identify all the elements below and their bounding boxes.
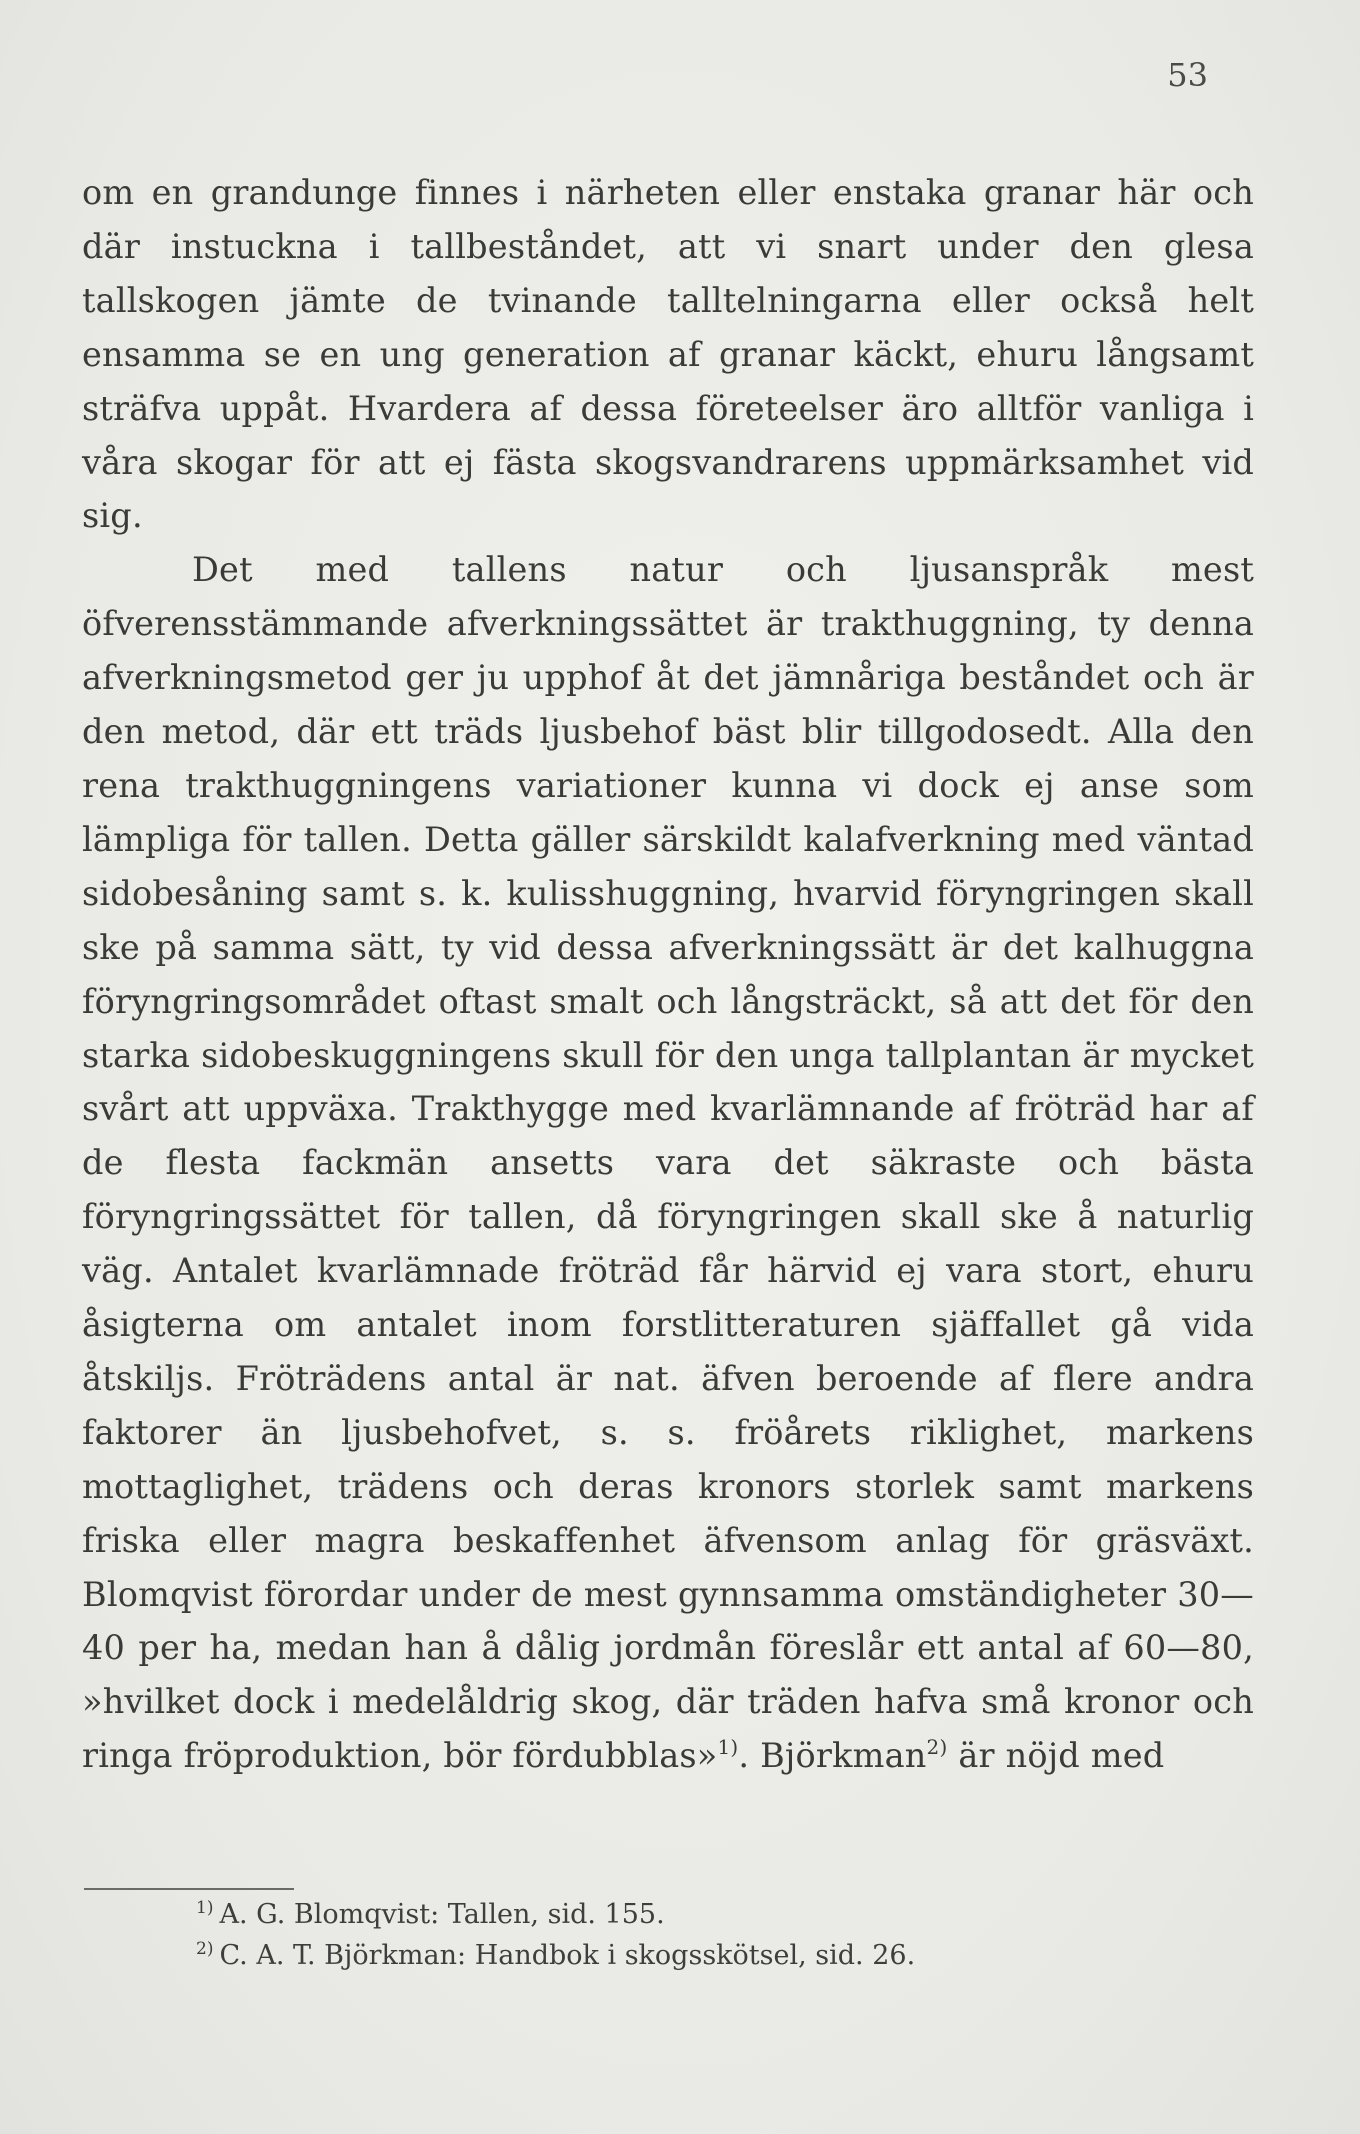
paragraph-text-part: Det med tallens natur och ljusanspråk mest öfverensstämmande afverkningssättet är trakthuggning, ty denna afverkningsmetod ger ju upphof åt det jämnåriga beståndet och är den metod, där ett träds ljusbehof bäst blir tillgodosedt. Alla den rena trakthuggningens variationer kunna vi dock ej anse som lämpliga för tallen. Detta gäller särskildt kalafverkning med väntad sidobesåning samt s. k. kulisshuggning, hvarvid föryngringen skall ske på samma sätt, ty vid dessa afverkningssätt är det kalhuggna föryngringsområdet oftast smalt och långsträckt, så att det för den starka sidobeskuggningens skull för den unga tallplantan är mycket svårt att uppväxa. Trakthygge med kvarlämnande af fröträd har af de flesta fackmän ansetts vara det säkraste och bästa föryngringssättet för tallen, då föryngringen skall ske å naturlig väg. Antalet kvarlämnade fröträd får härvid ej vara stort, ehuru åsigterna om antalet inom forstlitteraturen sjäffallet gå vida åtskiljs. Fröträdens antal är nat. äfven beroende af flere andra faktorer än ljusbehofvet, s. s. fröårets riklighet, markens mottaglighet, trädens och deras kronors storlek samt markens friska eller magra beskaffenhet äfvensom anlag för gräsväxt. Blomqvist förordar under de mest gynnsamma omständigheter 30—40 per ha, medan han å dålig jordmån föreslår ett antal af 60—80, »hvilket dock i medelåldrig skog, där träden hafva små kronor och ringa fröproduktion, bör fördubblas»	[82, 550, 1254, 1776]
footnote-divider	[84, 1888, 294, 1890]
paragraph-continuation: om en grandunge finnes i närheten eller enstaka granar här och där instuckna i tallbeståndet, att vi snart under den glesa tallskogen jämte de tvinande talltelningarna eller också helt ensamma se en ung generation af granar käckt, ehuru långsamt sträfva uppåt. Hvardera af dessa företeelser äro alltför vanliga i våra skogar för att ej fästa skogsvandrarens uppmärksamhet vid sig.	[82, 173, 1254, 536]
footnote-ref-1-number: 1	[717, 1735, 731, 1760]
paragraph-trakthuggning	[82, 543, 1254, 1783]
body-text	[82, 166, 1254, 1783]
paragraph-text-part: . Björkman	[738, 1736, 927, 1776]
footnote-1-mark: 1)	[196, 1898, 214, 1918]
footnote-2	[196, 1935, 1196, 1976]
footnote-2-text: C. A. T. Björkman: Handbok i skogsskötsel, sid. 26.	[219, 1940, 916, 1971]
page-number: 53	[1167, 56, 1208, 94]
paragraph-text-part: är nöjd med	[947, 1736, 1165, 1776]
footnote-ref-1: 1)	[717, 1735, 739, 1760]
footnote-1-text: A. G. Blomqvist: Tallen, sid. 155.	[219, 1899, 665, 1930]
footnote-ref-2-number: 2	[926, 1735, 940, 1760]
footnote-1	[196, 1894, 1196, 1935]
footnotes	[196, 1894, 1196, 1976]
footnote-2-mark: 2)	[196, 1939, 214, 1959]
footnote-ref-2: 2)	[926, 1735, 948, 1760]
